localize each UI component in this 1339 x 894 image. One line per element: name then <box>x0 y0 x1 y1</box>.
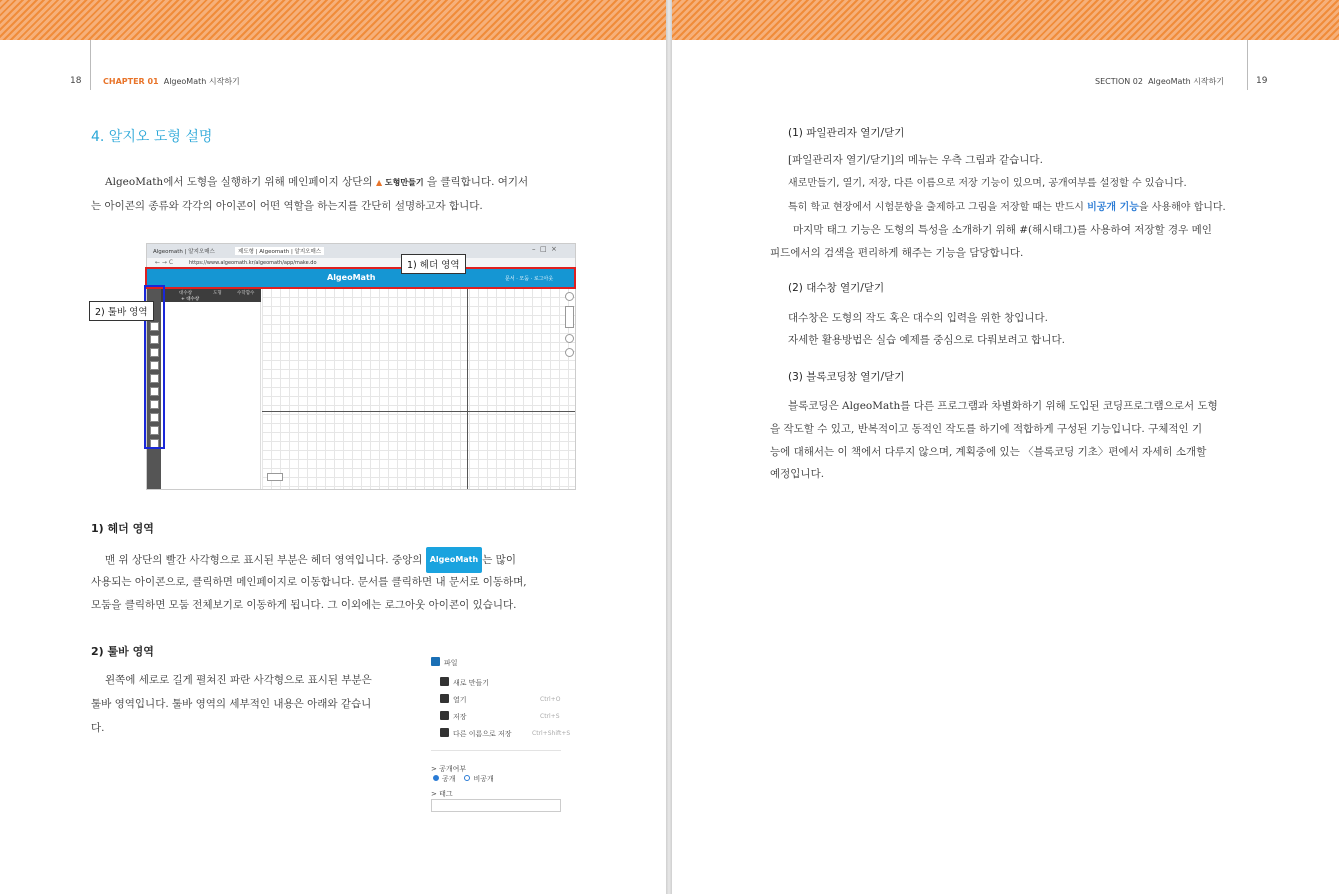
s2-title: (2) 대수창 열기/닫기 <box>788 282 885 294</box>
right-page-number: 19 <box>1256 76 1268 86</box>
browser-tab-1: Algeomath | 알지오매스 <box>153 249 215 255</box>
radio-off-icon <box>464 775 470 781</box>
header-area-highlight <box>145 267 576 289</box>
magnet-icon <box>565 334 574 343</box>
intro-line-1 <box>105 170 528 195</box>
panel-tab-2: 도형 <box>213 291 222 296</box>
zoom-icon <box>565 306 574 328</box>
s1-line-3-a: 특히 학교 현장에서 시험문항을 출제하고 그림을 저장할 때는 반드시 <box>788 202 1084 213</box>
tag-label: > 태그 <box>431 790 453 798</box>
s1-line-3-highlight: 비공개 기능 <box>1087 202 1139 213</box>
right-section-title: AlgeoMath 시작하기 <box>1148 77 1225 86</box>
open-icon <box>440 694 449 703</box>
left-header-band <box>0 0 666 40</box>
s3-line-3: 능에 대해서는 이 책에서 다루지 않으며, 계획중에 있는 〈블록코딩 기초〉편에서 자세히 소개할 <box>770 446 1207 458</box>
s1-line-4: 마지막 태그 기능은 도형의 특성을 소개하기 위해 #(해시태그)를 사용하여 저장할 경우 메인 <box>793 224 1212 236</box>
algeomath-logo: AlgeoMath <box>327 273 376 282</box>
chapter-title: AlgeoMath 시작하기 <box>163 77 240 86</box>
file-menu-title <box>431 657 458 668</box>
chapter-label: CHAPTER 01 <box>103 77 159 86</box>
shape-make-icon: ▲ 도형만들기 <box>375 178 424 187</box>
s3-line-2: 을 작도할 수 있고, 반복적이고 동적인 작도를 하기에 적합하게 구성된 기능입니다. 구체적인 기 <box>770 423 1203 435</box>
menu-item-new <box>440 677 489 688</box>
s1-line-1: [파일관리자 열기/닫기]의 메뉴는 우측 그림과 같습니다. <box>788 154 1043 166</box>
geometry-canvas <box>262 288 576 490</box>
public-label: > 공개여부 <box>431 765 467 773</box>
sub1-title: 1) 헤더 영역 <box>91 522 154 535</box>
public-off-label: 비공개 <box>473 775 494 783</box>
header-area-callout: 1) 헤더 영역 <box>401 254 466 274</box>
save-shortcut: Ctrl+S <box>540 713 560 720</box>
header-links: 문서 · 모둠 · 로그아웃 <box>505 276 554 282</box>
sub1-line-2: 사용되는 아이콘으로, 클릭하면 메인페이지로 이동합니다. 문서를 클릭하면 내 문서로 이동하며, <box>91 576 527 588</box>
sub2-line-2: 툴바 영역입니다. 툴바 영역의 세부적인 내용은 아래와 같습니 <box>91 698 372 710</box>
sub1-line-3: 모둠을 클릭하면 모둠 전체보기로 이동하게 됩니다. 그 이외에는 로그아웃 아이콘이 있습니다. <box>91 599 517 611</box>
url-text: https://www.algeomath.kr/algeomath/app/make.do <box>189 260 317 266</box>
sub1-text-b: 는 많이 <box>482 554 516 566</box>
intro-text-b: 을 클릭합니다. 여기서 <box>426 176 529 188</box>
public-radio-group <box>433 774 494 784</box>
browser-tab-2: 제도형 | Algeomath | 알지오매스 <box>235 247 324 255</box>
s1-line-3-c: 을 사용해야 합니다. <box>1138 202 1226 213</box>
s2-line-1: 대수창은 도형의 작도 혹은 대수의 입력을 위한 창입니다. <box>788 312 1048 324</box>
algeomath-chip: AlgeoMath <box>426 547 482 573</box>
sub2-title: 2) 툴바 영역 <box>91 645 154 658</box>
left-header-divider <box>90 40 91 90</box>
camera-icon <box>565 348 574 357</box>
file-menu-title-text: 파일 <box>444 659 458 667</box>
menu-divider <box>431 750 561 751</box>
right-header-divider <box>1247 40 1248 90</box>
sub2-line-3: 다. <box>91 722 105 734</box>
new-file-icon <box>440 677 449 686</box>
menu-item-save-label: 저장 <box>453 713 467 721</box>
intro-line-2: 는 아이콘의 종류와 각각의 아이콘이 어떤 역할을 하는지를 간단히 설명하고자 합니다. <box>91 200 483 212</box>
sub1-text-a: 맨 위 상단의 빨간 사각형으로 표시된 부분은 헤더 영역입니다. 중앙의 <box>105 554 423 566</box>
y-axis <box>467 288 468 490</box>
intro-text-a: AlgeoMath에서 도형을 실행하기 위해 메인페이지 상단의 <box>105 176 373 188</box>
menu-item-save <box>440 711 467 722</box>
save-as-shortcut: Ctrl+Shift+S <box>532 730 571 737</box>
menu-item-open <box>440 694 467 705</box>
save-icon <box>440 711 449 720</box>
tag-input-box <box>431 799 561 812</box>
menu-item-new-label: 새로 만들기 <box>453 679 490 687</box>
menu-item-save-as <box>440 728 512 739</box>
algebra-panel <box>161 288 261 490</box>
shape-make-label: 도형만들기 <box>384 178 424 187</box>
menu-item-save-as-label: 다른 이름으로 저장 <box>453 730 512 738</box>
radio-on-icon <box>433 775 439 781</box>
s1-line-5: 피드에서의 검색을 편리하게 해주는 기능을 담당합니다. <box>770 247 1024 259</box>
toolbar-area-callout: 2) 툴바 영역 <box>89 301 154 321</box>
s3-line-4: 예정입니다. <box>770 468 825 480</box>
folder-icon <box>431 657 440 666</box>
x-axis <box>262 411 576 412</box>
window-controls-icon: – □ × <box>532 245 557 253</box>
panel-tab-1: 대수창 <box>179 291 193 296</box>
keyboard-icon <box>267 473 283 481</box>
public-on-label: 공개 <box>442 775 456 783</box>
section-title: 4. 알지오 도형 설명 <box>91 129 213 145</box>
s1-title: (1) 파일관리자 열기/닫기 <box>788 127 905 139</box>
page-gutter <box>666 0 672 894</box>
save-as-icon <box>440 728 449 737</box>
s3-title: (3) 블록코딩창 열기/닫기 <box>788 371 905 383</box>
left-running-head <box>103 76 240 87</box>
nav-arrows-icon: ← → C <box>155 259 174 266</box>
s2-line-2: 자세한 활용방법은 실습 예제를 중심으로 다뤄보려고 합니다. <box>788 334 1065 346</box>
panel-item: + 대수창 <box>181 297 200 302</box>
settings-icon <box>565 292 574 301</box>
right-running-head <box>1095 76 1224 87</box>
left-page-number: 18 <box>70 76 82 86</box>
s3-line-1: 블록코딩은 AlgeoMath를 다른 프로그램과 차별화하기 위해 도입된 코딩프로그램으로서 도형 <box>788 400 1218 412</box>
menu-item-open-label: 열기 <box>453 696 467 704</box>
open-shortcut: Ctrl+O <box>540 696 561 703</box>
right-header-band <box>672 0 1339 40</box>
sub2-line-1: 왼쪽에 세로로 길게 펼쳐진 파란 사각형으로 표시된 부분은 <box>105 674 372 686</box>
browser-tab-bar <box>147 244 575 258</box>
panel-tab-3: 수학함수 <box>237 291 255 296</box>
s1-line-3 <box>788 196 1226 220</box>
s1-line-2: 새로만들기, 열기, 저장, 다른 이름으로 저장 기능이 있으며, 공개여부를 설정할 수 있습니다. <box>788 178 1187 189</box>
section-label: SECTION 02 <box>1095 77 1143 86</box>
algebra-panel-head <box>161 288 261 302</box>
